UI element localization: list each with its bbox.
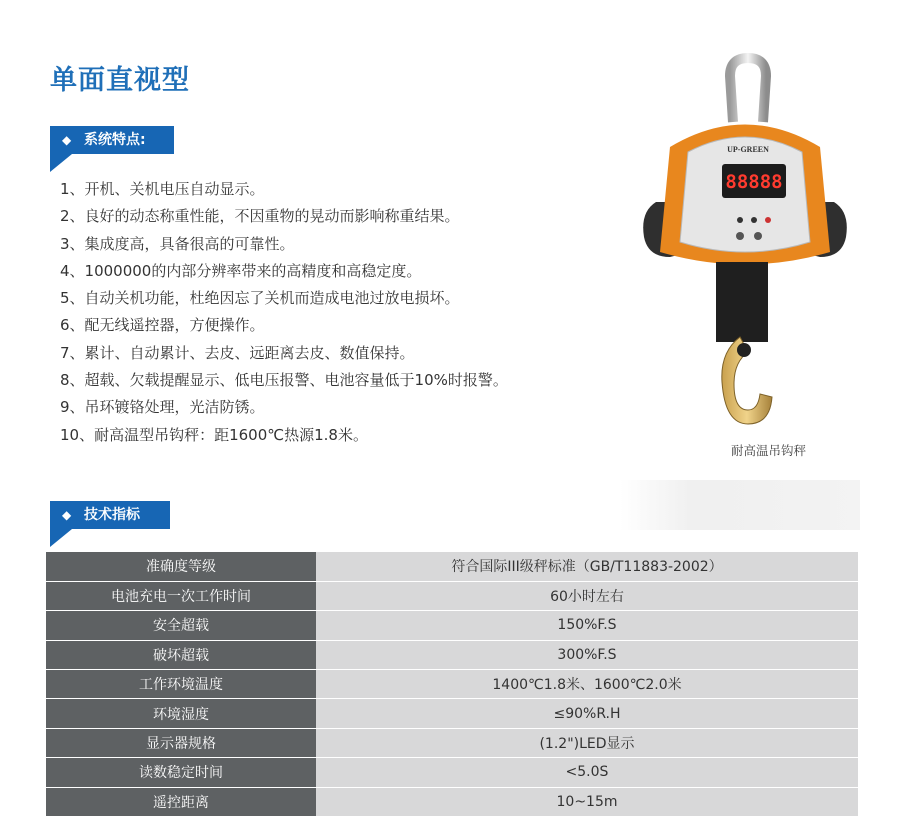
diamond-bullet-icon: ◆ (62, 133, 72, 147)
table-row (46, 670, 858, 699)
features-list (60, 176, 508, 449)
indicator-led (765, 217, 771, 223)
led-digits: 88888 (725, 171, 783, 193)
spec-label: 准确度等级 (46, 552, 316, 581)
spec-value: 1400℃1.8米、1600℃2.0米 (316, 670, 858, 699)
feature-item: 1、开机、关机电压自动显示。 (60, 180, 265, 198)
spec-value: (1.2")LED显示 (316, 728, 858, 757)
spec-label: 工作环境温度 (46, 670, 316, 699)
feature-item: 7、累计、自动累计、去皮、远距离去皮、数值保持。 (60, 343, 415, 362)
spec-label: 读数稳定时间 (46, 758, 316, 787)
specs-heading-tag (50, 501, 170, 529)
spec-value: 10~15m (316, 787, 858, 816)
table-row (46, 787, 858, 816)
spec-value: ≤90%R.H (316, 699, 858, 728)
spec-value: 60小时左右 (316, 581, 858, 610)
table-row (46, 699, 858, 728)
feature-item: 4、1000000的内部分辨率带来的高精度和高稳定度。 (60, 261, 422, 280)
page-title: 单面直视型 (50, 65, 190, 96)
hook-pivot (737, 343, 751, 357)
scale-brand-label: UP-GREEN (727, 145, 769, 154)
feature-item: 9、吊环镀铬处理，光洁防锈。 (60, 398, 265, 417)
feature-item: 8、超载、欠载提醒显示、低电压报警、电池容量低于10%时报警。 (60, 371, 508, 390)
spec-label: 安全超载 (46, 611, 316, 640)
spec-label: 破坏超载 (46, 640, 316, 669)
table-row (46, 581, 858, 610)
feature-item: 3、集成度高，具备很高的可靠性。 (60, 234, 295, 253)
spec-value: 150%F.S (316, 611, 858, 640)
spec-value: 符合国际III级秤标准（GB/T11883-2002） (316, 552, 858, 581)
specs-table (46, 552, 858, 817)
panel-button (751, 217, 757, 223)
spec-label: 环境湿度 (46, 699, 316, 728)
features-heading: 系统特点: (84, 132, 146, 148)
spec-label: 电池充电一次工作时间 (46, 581, 316, 610)
feature-item: 6、配无线遥控器，方便操作。 (60, 316, 265, 335)
background-smear (620, 480, 860, 530)
panel-button (737, 217, 743, 223)
table-row (46, 640, 858, 669)
panel-knob (754, 232, 762, 240)
spec-value: <5.0S (316, 758, 858, 787)
spec-label: 显示器规格 (46, 728, 316, 757)
product-caption: 耐高温吊钩秤 (731, 443, 807, 458)
features-heading-tag (50, 126, 174, 154)
spec-label: 遥控距离 (46, 787, 316, 816)
specs-heading: 技术指标 (84, 507, 140, 523)
shackle-ring (730, 58, 766, 122)
hook-block (716, 262, 768, 342)
table-row (46, 552, 858, 581)
table-row (46, 758, 858, 787)
feature-item: 5、自动关机功能，杜绝因忘了关机而造成电池过放电损坏。 (60, 289, 460, 308)
crane-scale-image (630, 52, 860, 437)
panel-knob (736, 232, 744, 240)
table-row (46, 611, 858, 640)
crane-scale-illustration (630, 52, 860, 437)
feature-item: 10、耐高温型吊钩秤：距1600℃热源1.8米。 (60, 425, 368, 444)
spec-value: 300%F.S (316, 640, 858, 669)
diamond-bullet-icon: ◆ (62, 508, 72, 522)
table-row (46, 728, 858, 757)
feature-item: 2、良好的动态称重性能，不因重物的晃动而影响称重结果。 (60, 207, 460, 226)
